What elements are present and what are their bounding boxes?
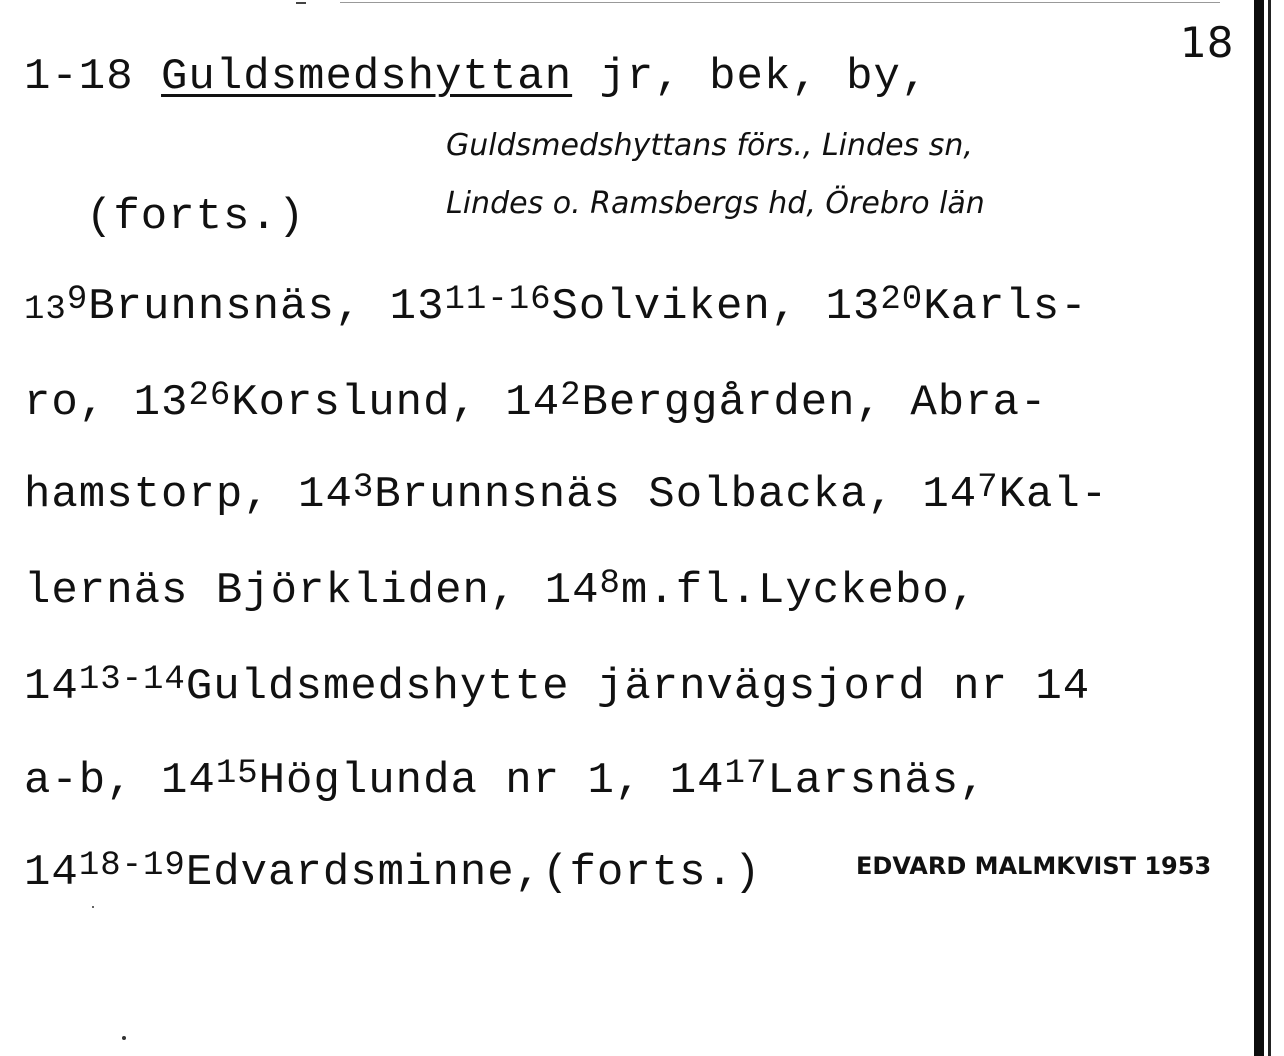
parcel-name: Brunnsnäs Solbacka, bbox=[374, 470, 895, 520]
parcel-number: $13^{26}$ bbox=[133, 377, 232, 428]
parcel-number: $13^{20}$ bbox=[825, 281, 924, 332]
entry-line-4 bbox=[24, 566, 977, 616]
parcel-number: $14^{17}$ bbox=[669, 755, 768, 806]
stamp: EDVARD MALMKVIST 1953 bbox=[856, 852, 1212, 880]
heading-code: 1-18 bbox=[24, 52, 134, 102]
parcel-name: Solviken, bbox=[551, 282, 799, 332]
speck bbox=[122, 1036, 126, 1040]
heading-rest: jr, bek, by, bbox=[599, 52, 929, 102]
line-prefix: ro, bbox=[24, 378, 107, 428]
forts-label: (forts.) bbox=[86, 192, 306, 242]
right-border-rule bbox=[1254, 0, 1264, 1056]
entry-line-1 bbox=[24, 282, 1088, 332]
parcel-number: $14^7$ bbox=[922, 469, 999, 520]
parcel-number: $14^{15}$ bbox=[161, 755, 259, 806]
parcel-name: Karls- bbox=[923, 282, 1088, 332]
parcel-number: 14$^{18-19}$ bbox=[24, 847, 186, 898]
parcel-name: Höglunda nr 1, bbox=[258, 756, 643, 806]
parcel-name: Berggården, Abra- bbox=[581, 378, 1048, 428]
parcel-number: $14^8$ bbox=[544, 565, 621, 616]
parcel-number: 14$^{13-14}$ bbox=[24, 661, 186, 712]
parcel-name: Guldsmedshytte järnvägsjord nr 14 bbox=[185, 662, 1091, 712]
entry-line-5 bbox=[24, 662, 1090, 712]
line-prefix: lernäs Björkliden, bbox=[24, 566, 518, 616]
page-number: 18 bbox=[1180, 18, 1234, 67]
parcel-name: Kal- bbox=[998, 470, 1109, 520]
top-edge-line bbox=[340, 2, 1220, 3]
admin-line-2: Lindes o. Ramsbergs hd, Örebro län bbox=[446, 186, 985, 221]
parcel-name: Larsnäs, bbox=[767, 756, 987, 806]
right-border-rule-thin bbox=[1268, 0, 1271, 1056]
parcel-number: $14^2$ bbox=[505, 377, 582, 428]
speck bbox=[92, 906, 94, 908]
heading-place: Guldsmedshyttan bbox=[161, 52, 573, 102]
entry-line-6 bbox=[24, 756, 987, 806]
entry-line-3 bbox=[24, 470, 1108, 520]
line-prefix: a-b, bbox=[24, 756, 134, 806]
parcel-number: 13$^{11-16}$ bbox=[389, 281, 552, 332]
entry-line-7 bbox=[24, 848, 761, 898]
parcel-number: $14^3$ bbox=[298, 469, 375, 520]
top-edge-mark bbox=[296, 2, 306, 4]
line-prefix: hamstorp, bbox=[24, 470, 271, 520]
parcel-number: $13^9$ bbox=[24, 281, 89, 329]
parcel-name: Edvardsminne,(forts.) bbox=[185, 848, 762, 898]
parcel-name: Brunnsnäs, bbox=[88, 282, 363, 332]
heading-line bbox=[24, 52, 928, 102]
entry-line-2 bbox=[24, 378, 1047, 428]
parcel-name: Korslund, bbox=[231, 378, 478, 428]
admin-line-1: Guldsmedshyttans förs., Lindes sn, bbox=[446, 128, 973, 163]
parcel-name: m.fl.Lyckebo, bbox=[620, 566, 978, 616]
